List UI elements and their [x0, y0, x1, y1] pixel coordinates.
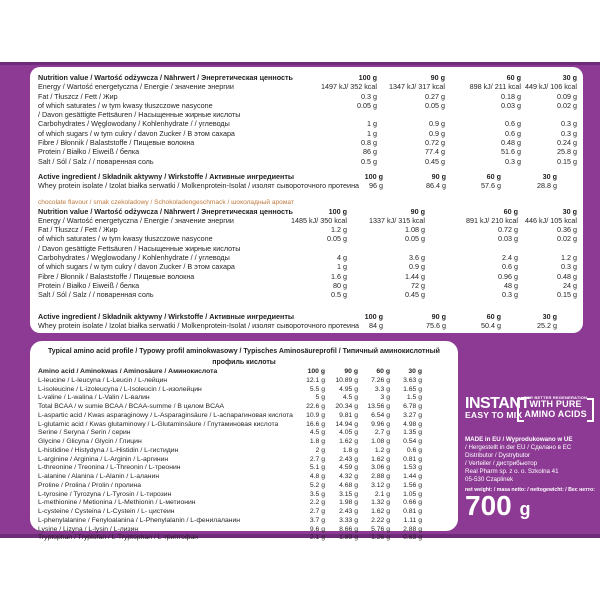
table-row	[38, 101, 577, 110]
table-row	[38, 464, 450, 473]
row-label: Nutrition value / Wartość odżywcza / Nährwert / Энергетическая ценность	[38, 206, 293, 216]
row-value: 16.6 g	[306, 420, 325, 428]
row-value: 0.36 g	[557, 225, 577, 235]
row-value	[518, 244, 577, 253]
row-value: 2.4 g	[502, 253, 518, 263]
table-row	[38, 110, 577, 119]
row-value: 1.62 g	[371, 508, 390, 515]
row-value: 90 g	[431, 171, 446, 181]
row-value: 57.6 g	[481, 181, 501, 191]
row-value: 0.48 g	[501, 138, 521, 148]
row-value: 1 g	[337, 262, 347, 272]
row-value: 1.5 g	[406, 394, 422, 402]
row-label: L-valine / L-walina / L-Valin / L-валин	[38, 394, 150, 402]
row-value: 30 g	[562, 206, 577, 216]
row-label: of which sugars / w tym cukry / davon Zucker / В этом сахара	[38, 128, 235, 138]
row-value: 48 g	[504, 280, 518, 290]
row-value: 0.9 g	[429, 128, 445, 138]
table-row	[465, 476, 572, 484]
active-ingredient-table-chocolate	[38, 312, 577, 331]
row-label: L-arginine / Arginina / L-Arginin / L-аргинин	[38, 455, 169, 463]
table-row	[38, 421, 450, 430]
row-value: 1.98 g	[339, 499, 358, 507]
table-row	[38, 456, 450, 465]
table-row	[38, 386, 450, 395]
row-value: 6.54 g	[371, 411, 390, 419]
row-label: Whey protein isolate / Izolat białka serwatki / Molkenprotein-Isolat / изолят сывороточного протеина	[38, 320, 360, 330]
row-value: 0.5 g	[361, 156, 377, 166]
row-label: L-isoleucine / L-izoleucyna / L-Isoleucin / L-изолейцин	[38, 385, 202, 393]
table-row	[38, 281, 577, 290]
row-value: 30 g	[542, 311, 557, 321]
row-label: MADE in EU / Wyprodukowano w UE	[465, 436, 573, 443]
row-value: 10.89 g	[335, 376, 358, 384]
amino-acid-panel	[30, 341, 458, 542]
row-value: 100 g	[328, 206, 347, 216]
row-value: 0.05 g	[425, 100, 445, 110]
row-value: 1.62 g	[339, 438, 358, 445]
row-value: 1.32 g	[371, 499, 390, 507]
row-value: 0.6 g	[406, 446, 422, 454]
row-value: 5.1 g	[309, 464, 325, 472]
table-row	[38, 394, 450, 403]
row-value: 2.43 g	[339, 508, 358, 515]
row-value: 5.76 g	[371, 525, 390, 533]
row-value: 0.96 g	[498, 271, 518, 281]
active-ingredient-table-unflavoured	[38, 172, 577, 191]
row-value: 2.7 g	[309, 455, 325, 463]
row-value: 0.27 g	[425, 91, 445, 101]
row-value: 90 g	[431, 311, 446, 321]
row-value: 0.54 g	[403, 438, 422, 445]
row-value: 1.8 g	[309, 438, 325, 445]
row-value: 0.81 g	[403, 455, 422, 463]
row-value: 3.12 g	[371, 481, 390, 489]
net-weight-label: net weight: / masa netto: / nettogewicht: / Вес нетто:	[465, 487, 595, 493]
table-row	[38, 253, 577, 262]
row-value: 0.48 g	[557, 271, 577, 281]
row-value: 100 g	[364, 171, 383, 181]
row-value: 1.65 g	[403, 385, 422, 393]
row-value: 20.34 g	[335, 403, 358, 410]
row-value: 1.2 g	[561, 253, 577, 263]
row-value: 0.03 g	[501, 100, 521, 110]
row-value: 12.1 g	[306, 376, 325, 384]
row-label: 05-530 Czaplinek	[465, 476, 514, 484]
table-row	[38, 181, 577, 190]
row-value: 50.4 g	[481, 320, 501, 330]
row-value: 1 g	[367, 128, 377, 138]
row-label: Lysine / Lizyna / L-lysin / L-лизин	[38, 525, 139, 533]
table-row	[38, 412, 450, 421]
row-label: Fat / Tłuszcz / Fett / Жир	[38, 225, 118, 235]
row-value: 60 g	[503, 206, 518, 216]
row-label: Fat / Tłuszcz / Fett / Жир	[38, 91, 118, 101]
row-value: 80 g	[333, 280, 347, 290]
row-value: 8.66 g	[339, 525, 358, 533]
row-value: 0.15 g	[557, 156, 577, 166]
row-value: 6.78 g	[403, 403, 422, 410]
row-value: 0.6 g	[505, 128, 521, 138]
row-label: Glycine / Glicyna / Glycin / Глицин	[38, 438, 142, 445]
row-value: 1497 kJ/ 352 kcal	[321, 82, 377, 92]
table-row	[38, 138, 577, 147]
row-label: L-threonine / Treonina / L-Threonin / L-треонин	[38, 464, 181, 472]
easy-to-mix-text: EASY TO MIX	[465, 410, 523, 420]
row-value	[521, 110, 577, 119]
table-row	[38, 517, 450, 526]
row-value: 60 g	[506, 73, 521, 82]
row-value: 28.8 g	[537, 181, 557, 191]
row-value: 60 g	[376, 368, 390, 375]
table-row	[38, 244, 577, 253]
row-value: 0.3 g	[361, 91, 377, 101]
row-value: 7.26 g	[371, 376, 390, 384]
made-in-eu-distributor-block	[465, 436, 572, 485]
table-row	[38, 262, 577, 271]
row-value: 72 g	[411, 280, 425, 290]
table-row	[38, 92, 577, 101]
row-value: 2.7 g	[309, 508, 325, 515]
row-value: 84 g	[369, 320, 383, 330]
table-row	[38, 129, 577, 138]
row-value: 0.8 g	[361, 138, 377, 148]
row-value: 14.94 g	[335, 420, 358, 428]
row-value: 0.66 g	[403, 499, 422, 507]
row-label: L-aspartic acid / Kwas asparaginowy / L-Asparaginsäure / L-аспарагиновая кислота	[38, 411, 293, 419]
row-label: / Davon gesättigte Fettsäuren / Насыщенные жирные кислоты	[38, 110, 241, 120]
row-value: 4.68 g	[339, 481, 358, 489]
row-value: 2.7 g	[374, 429, 390, 437]
row-value: 0.9 g	[429, 119, 445, 129]
row-value: 96 g	[369, 181, 383, 191]
row-label: / Davon gesättigte Fettsäuren / Насыщенные жирные кислоты	[38, 243, 241, 253]
table-row	[38, 172, 577, 181]
table-row	[38, 216, 577, 225]
row-value: 9.6 g	[309, 525, 325, 533]
row-value: 90 g	[410, 206, 425, 216]
row-value: 4.95 g	[339, 385, 358, 393]
row-value: 898 kJ/ 211 kcal	[469, 82, 521, 92]
table-row	[465, 436, 572, 444]
row-label: Carbohydrates / Węglowodany / Kohlenhydrate / / углеводы	[38, 119, 230, 129]
table-row	[38, 207, 577, 216]
badge-line-1: WITH PURE	[529, 399, 582, 409]
row-label: Salt / Sól / Salz / / поваренная соль	[38, 156, 154, 166]
row-label: Distributor / Dystrybutor	[465, 452, 530, 460]
row-value: 1337 kJ/ 315 kcal	[369, 215, 425, 225]
row-value: 90 g	[344, 368, 358, 375]
table-row	[38, 377, 450, 386]
row-value: 0.24 g	[557, 138, 577, 148]
table-row	[38, 73, 577, 82]
row-value: 0.3 g	[561, 262, 577, 272]
table-row	[38, 368, 450, 377]
table-row	[38, 438, 450, 447]
row-value: 0.05 g	[327, 234, 347, 244]
row-value: 0.5 g	[331, 290, 347, 300]
row-label: Fibre / Błonnik / Balaststoffe / Пищевые волокна	[38, 138, 195, 148]
row-value: 3.7 g	[309, 516, 325, 524]
table-row	[38, 526, 450, 535]
row-label: Fibre / Błonnik / Balaststoffe / Пищевые волокна	[38, 271, 195, 281]
row-value: 0.3 g	[561, 119, 577, 129]
row-value: 30 g	[562, 73, 577, 82]
table-row	[38, 312, 577, 321]
row-label: Active ingredient / Składnik aktywny / Wirkstoffe / Активные ингредиенты	[38, 311, 295, 321]
right-info-column	[458, 341, 600, 537]
nutrition-table-chocolate	[38, 207, 577, 300]
table-row	[38, 157, 577, 166]
row-value: 3.6 g	[409, 253, 425, 263]
row-label: Active ingredient / Składnik aktywny / Wirkstoffe / Активные ингредиенты	[38, 171, 295, 181]
table-row	[38, 473, 450, 482]
row-value: 90 g	[430, 73, 445, 82]
row-value: 891 kJ/ 210 kcal	[466, 215, 518, 225]
row-label: L-phenylalanine / Fenyloalanina / L-Phenylalanin / L-фенилаланин	[38, 516, 241, 524]
row-value: 100 g	[364, 311, 383, 321]
row-value: 3.15 g	[339, 490, 358, 498]
row-value: 3.27 g	[403, 411, 422, 419]
row-value: 1.89 g	[339, 534, 358, 542]
row-label: L-methionine / Metionina / L-Methionin / L-метионин	[38, 499, 196, 507]
row-value: 0.03 g	[498, 234, 518, 244]
row-label: L-tyrosine / Tyrozyna / L-Tyrosin / L-тирозин	[38, 490, 172, 498]
row-value: 3.33 g	[339, 516, 358, 524]
row-value: 22.6 g	[306, 403, 325, 410]
row-label: Carbohydrates / Węglowodany / Kohlenhydrate / / углеводы	[38, 253, 230, 263]
table-row	[38, 491, 450, 500]
table-row	[465, 444, 572, 452]
row-value: 3.63 g	[403, 376, 422, 384]
row-value: 0.15 g	[557, 290, 577, 300]
row-value: 1.53 g	[403, 464, 422, 472]
row-value	[347, 244, 425, 253]
row-value: 0.63 g	[403, 534, 422, 542]
table-row	[38, 508, 450, 517]
nutrition-panel	[30, 67, 583, 333]
net-weight-value	[465, 491, 531, 524]
row-value: 1.8 g	[342, 446, 358, 454]
row-value: 4.5 g	[342, 394, 358, 402]
table-row	[38, 147, 577, 156]
row-label: of which sugars / w tym cukry / davon Zucker / В этом сахара	[38, 262, 235, 272]
row-value: 5.2 g	[309, 481, 325, 489]
row-value	[305, 110, 377, 119]
row-value: 0.6 g	[505, 119, 521, 129]
row-label: Serine / Seryna / Serin / серин	[38, 429, 131, 437]
row-value: 2.1 g	[309, 534, 325, 542]
row-value: 0.05 g	[357, 100, 377, 110]
row-value: 5 g	[315, 394, 325, 402]
row-value	[425, 244, 518, 253]
table-row	[38, 234, 577, 243]
row-value: 60 g	[486, 171, 501, 181]
row-value: 0.9 g	[409, 262, 425, 272]
row-value: 2 g	[315, 446, 325, 454]
row-value: 86.4 g	[426, 181, 446, 191]
row-value: 1.11 g	[403, 516, 422, 524]
row-value: 0.6 g	[502, 262, 518, 272]
table-row	[465, 452, 572, 460]
row-value: 1.62 g	[371, 455, 390, 463]
row-value: 0.09 g	[557, 91, 577, 101]
table-row	[38, 403, 450, 412]
table-row	[38, 119, 577, 128]
instant-text: INSTANT	[465, 395, 530, 412]
row-value: 1485 kJ/ 350 kcal	[291, 215, 347, 225]
row-value: 25.2 g	[537, 320, 557, 330]
row-label: of which saturates / w tym kwasy tłuszczowe nasycone	[38, 100, 213, 110]
row-value: 0.3 g	[561, 128, 577, 138]
row-label: Total BCAA / w sumie BCAA / BCAA-summe / В целом BCAA	[38, 403, 225, 410]
row-value: 1.6 g	[331, 271, 347, 281]
table-row	[465, 468, 572, 476]
row-value: 0.02 g	[557, 100, 577, 110]
row-value: 4.32 g	[339, 473, 358, 480]
row-label: Energy / Wartość energetyczna / Energie / значение энергии	[38, 215, 234, 225]
row-label: L-alanine / Alanina / L-Alanin / L-аланин	[38, 473, 160, 480]
row-value: 77.4 g	[425, 147, 445, 157]
row-value	[277, 244, 347, 253]
row-value: 4.98 g	[403, 420, 422, 428]
row-value: 60 g	[486, 311, 501, 321]
row-value: 2.2 g	[309, 499, 325, 507]
row-value: 2.1 g	[374, 490, 390, 498]
row-value: 446 kJ/ 105 kcal	[525, 215, 577, 225]
row-label: / Hergestellt in der EU / Сделано в EC	[465, 444, 572, 452]
row-value: 10.9 g	[306, 411, 325, 419]
row-label: Real Pharm sp. z o. o. Szkolna 41	[465, 468, 559, 476]
row-value: 2.22 g	[371, 516, 390, 524]
row-label: Nutrition value / Wartość odżywcza / Nährwert / Энергетическая ценность	[38, 73, 293, 82]
table-row	[38, 225, 577, 234]
row-value: 0.81 g	[403, 508, 422, 515]
row-value: 30 g	[542, 171, 557, 181]
table-row	[38, 429, 450, 438]
row-value: 1.2 g	[374, 446, 390, 454]
table-row	[38, 534, 450, 543]
row-value: 9.96 g	[371, 420, 390, 428]
row-value: 3.5 g	[309, 490, 325, 498]
row-value: 25.8 g	[557, 147, 577, 157]
row-value: 2.88 g	[403, 525, 422, 533]
row-value: 0.05 g	[405, 234, 425, 244]
row-value: 4.59 g	[339, 464, 358, 472]
row-value: 1347 kJ/ 317 kcal	[389, 82, 445, 92]
row-label: Proline / Prolina / Prolin / пролина	[38, 481, 142, 489]
row-label: of which saturates / w tym kwasy tłuszczowe nasycone	[38, 234, 213, 244]
row-label: Amino acid / Aminokwas / Aminosäure / Аминокислота	[38, 368, 218, 375]
row-value: 1.56 g	[403, 481, 422, 489]
row-value: 9.81 g	[339, 411, 358, 419]
row-value: 4.5 g	[309, 429, 325, 437]
row-value: 3.3 g	[374, 385, 390, 393]
weight-number: 700	[465, 490, 512, 521]
row-value	[445, 110, 521, 119]
row-label: L-cysteine / Cysteina / L-Cystein / L- цистеин	[38, 508, 175, 515]
row-label: Protein / Białko / Eiweiß / белка	[38, 280, 140, 290]
amino-profile-title: Typical amino acid profile / Typowy profil aminokwasowy / Typisches Aminosäureprofil / Типичный аминокислотный профиль кислоты	[48, 348, 440, 366]
table-row	[38, 290, 577, 299]
chocolate-flavour-line: chocolate flavour / smak czekoladowy / Schokoladengeschmack / шоколадный аромат	[38, 198, 294, 206]
row-value: 0.3 g	[502, 290, 518, 300]
table-row	[38, 82, 577, 91]
row-value: 1.05 g	[403, 490, 422, 498]
row-label: Salt / Sól / Salz / / поваренная соль	[38, 290, 154, 300]
row-value: 4.8 g	[309, 473, 325, 480]
badge-line-2: AMINO ACIDS	[524, 408, 587, 419]
row-value: 1.08 g	[371, 438, 390, 445]
row-value: 1.08 g	[405, 225, 425, 235]
row-value: 3 g	[380, 394, 390, 402]
table-row	[465, 460, 572, 468]
row-value: 1.35 g	[403, 429, 422, 437]
row-value: 0.02 g	[557, 234, 577, 244]
table-row	[38, 499, 450, 508]
row-label: / Verteiler / дистрибьютор	[465, 460, 538, 468]
row-value	[377, 110, 445, 119]
row-value: 0.45 g	[425, 156, 445, 166]
row-value: 0.45 g	[405, 290, 425, 300]
row-value: 100 g	[358, 73, 377, 82]
row-value: 1.44 g	[403, 473, 422, 480]
row-value: 3.06 g	[371, 464, 390, 472]
row-label: L-leucine / L-leucyna / L-Leucin / L-лейцин	[38, 376, 168, 384]
row-label: Energy / Wartość energetyczna / Energie / значение энергии	[38, 82, 234, 92]
row-label: Tryptophan / Tryptofan / L-Tryptophan / L-триптофан	[38, 534, 198, 542]
row-value: 0.3 g	[505, 156, 521, 166]
row-value: 5.5 g	[309, 385, 325, 393]
nutrition-table-unflavoured	[38, 73, 577, 166]
row-label: L-histidine / Histydyna / L-Histidin / L-гистидин	[38, 446, 179, 454]
row-value: 2.88 g	[371, 473, 390, 480]
weight-unit: g	[519, 499, 531, 519]
table-row	[38, 482, 450, 491]
row-value: 100 g	[307, 368, 325, 375]
row-value: 4.05 g	[339, 429, 358, 437]
row-value: 75.6 g	[426, 320, 446, 330]
row-label: L-glutamic acid / Kwas glutaminowy / L-Glutaminsäure / Глутаминовая кислота	[38, 420, 279, 428]
row-value: 2.43 g	[339, 455, 358, 463]
row-value: 30 g	[408, 368, 422, 375]
table-row	[38, 272, 577, 281]
badge-top-text: FOR BETTER REGENERATION	[524, 395, 588, 400]
row-value: 1.26 g	[371, 534, 390, 542]
row-value: 1 g	[367, 119, 377, 129]
row-value: 4 g	[337, 253, 347, 263]
row-value: 13.56 g	[367, 403, 390, 410]
table-row	[38, 447, 450, 456]
table-row	[38, 321, 577, 330]
row-label: Whey protein isolate / Izolat białka serwatki / Molkenprotein-Isolat / изолят сывороточного протеина	[38, 181, 360, 191]
row-value: 449 kJ/ 106 kcal	[525, 82, 577, 92]
row-label: Protein / Białko / Eiweiß / белка	[38, 147, 140, 157]
pure-amino-acids-badge	[517, 393, 594, 422]
row-value: 51.6 g	[501, 147, 521, 157]
row-value: 1.2 g	[331, 225, 347, 235]
row-value: 24 g	[563, 280, 577, 290]
row-value: 0.72 g	[425, 138, 445, 148]
row-value: 86 g	[363, 147, 377, 157]
row-value: 0.18 g	[501, 91, 521, 101]
row-value: 0.72 g	[498, 225, 518, 235]
row-value: 1.44 g	[405, 271, 425, 281]
amino-acid-table	[38, 368, 450, 543]
